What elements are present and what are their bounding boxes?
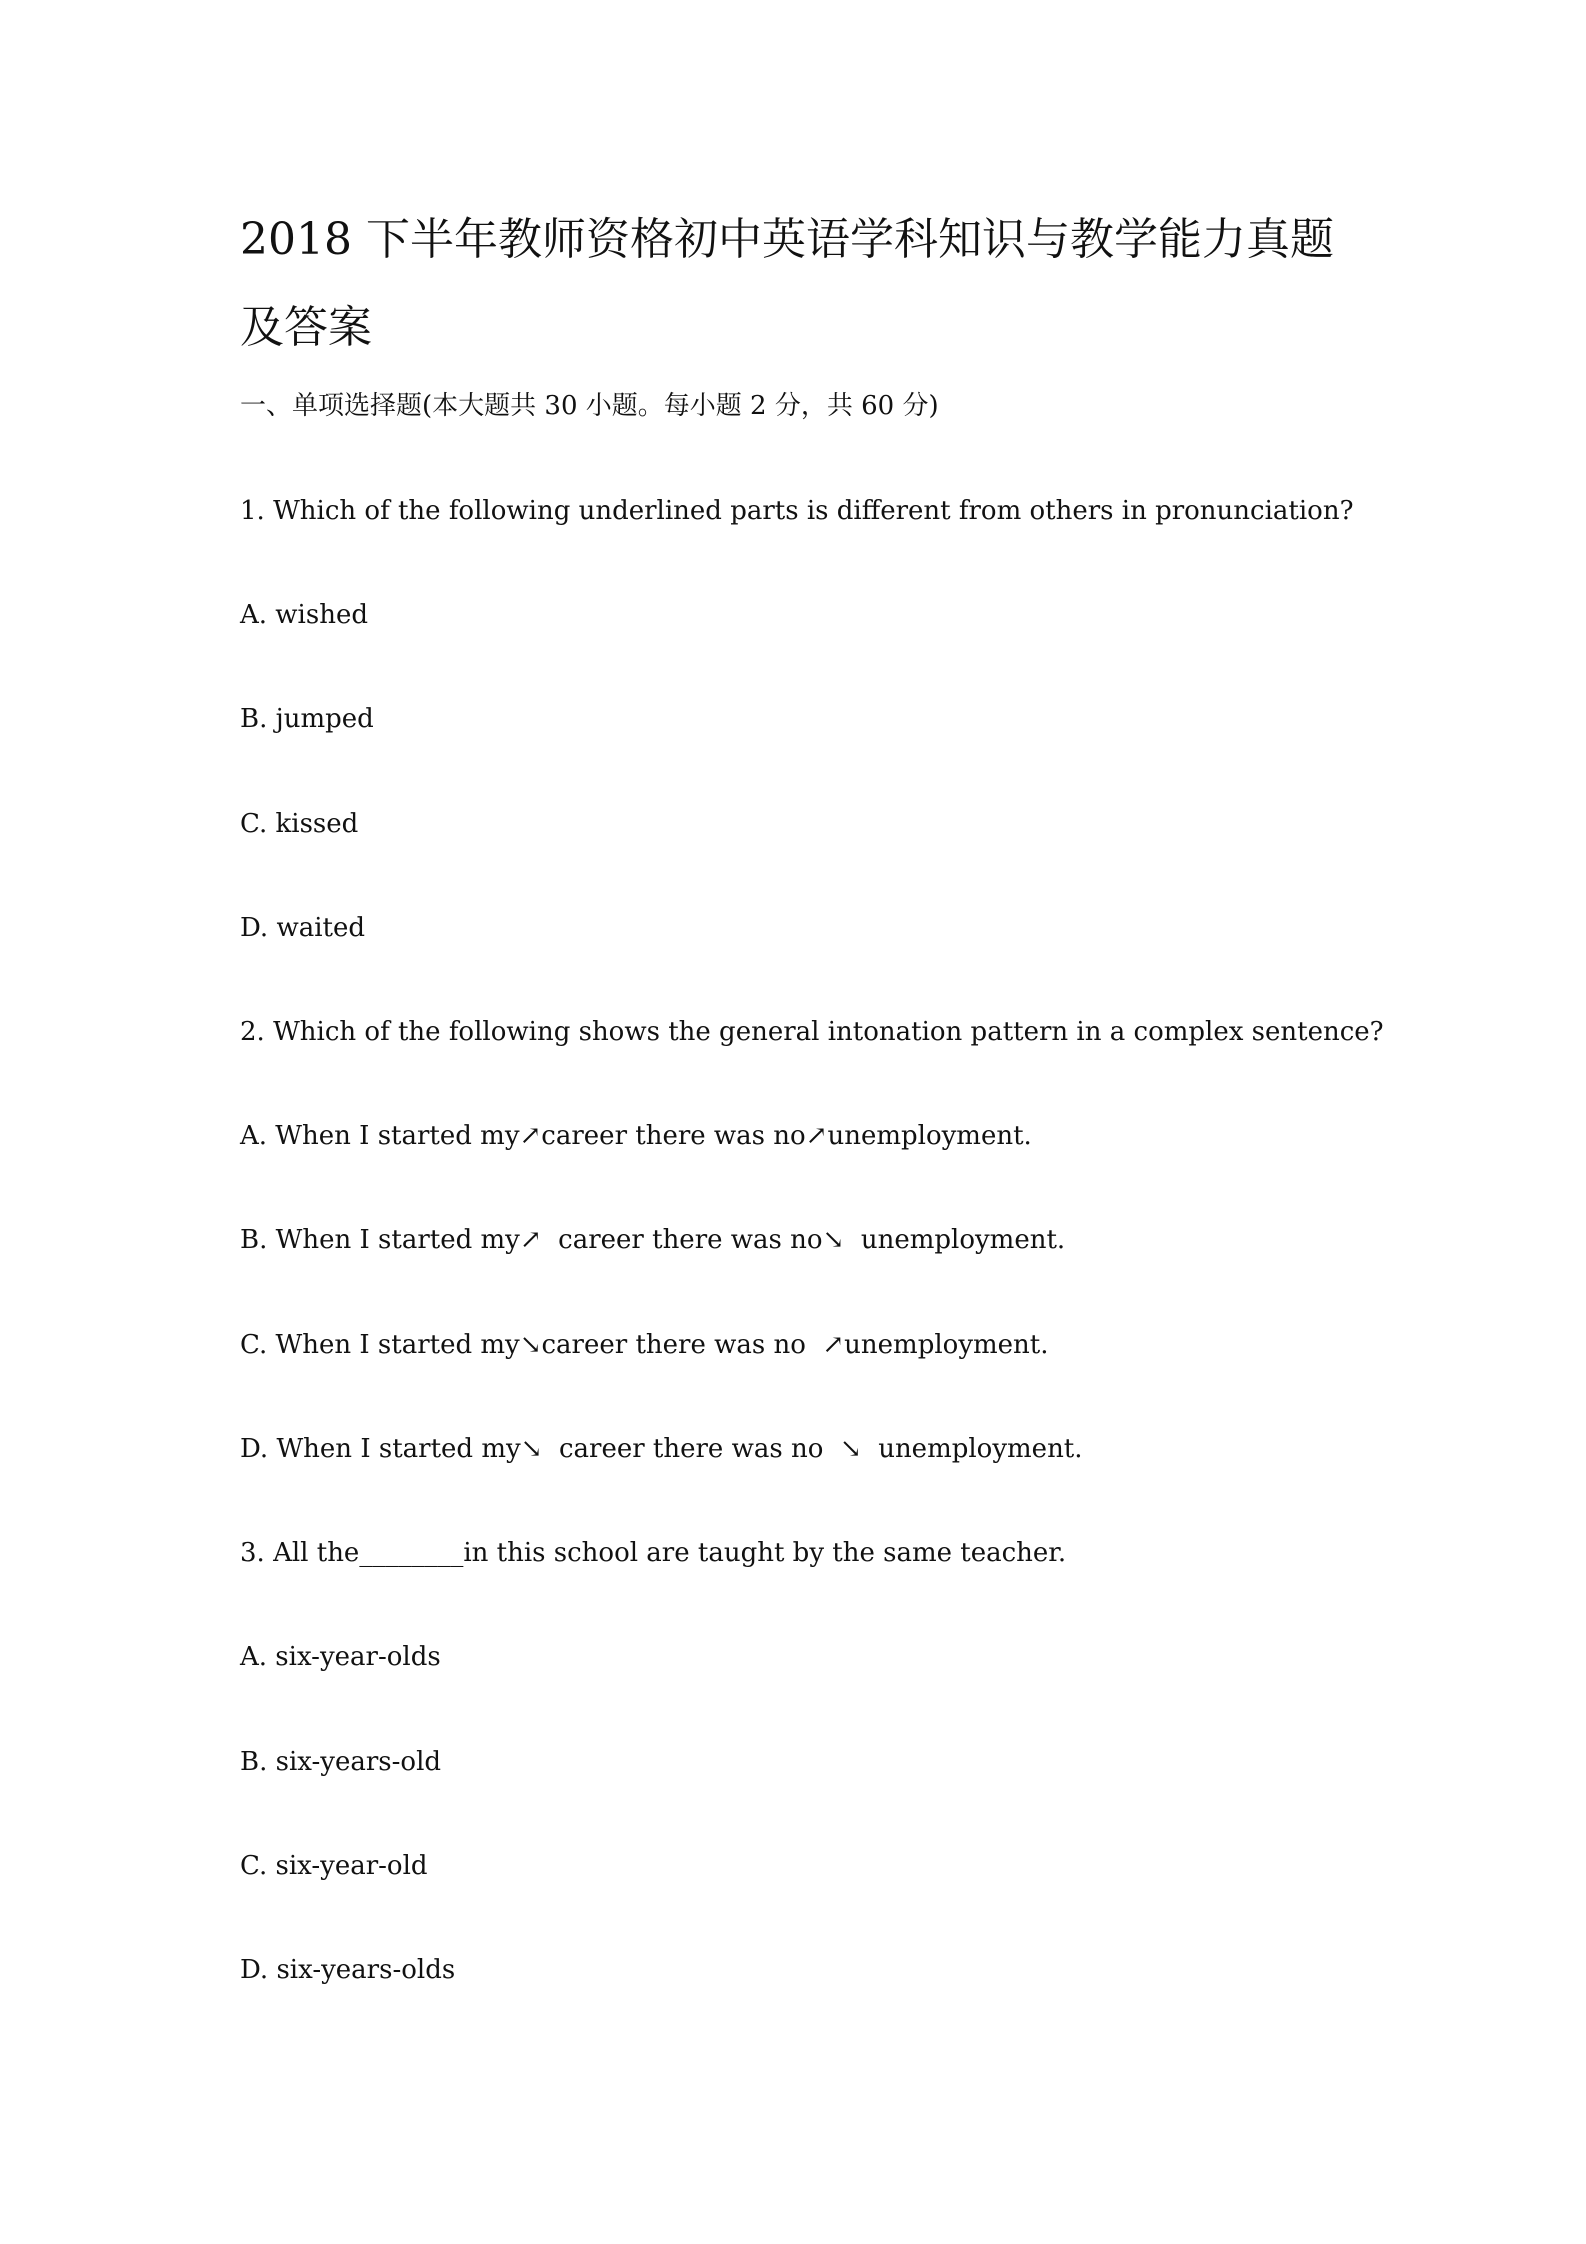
- question-1-option-a: A. wished: [240, 600, 368, 630]
- question-1-stem: 1. Which of the following underlined parts is different from others in pronunciation?: [240, 496, 1354, 526]
- question-2-option-a: A. When I started my↗career there was no↗unemployment.: [240, 1121, 1032, 1151]
- question-3-option-c: C. six-year-old: [240, 1851, 428, 1881]
- question-1-option-b: B. jumped: [240, 704, 374, 734]
- question-3-option-d: D. six-years-olds: [240, 1955, 456, 1985]
- question-3-stem: 3. All the________in this school are taught by the same teacher.: [240, 1538, 1067, 1568]
- question-2-option-d: D. When I started my↘ career there was no ↘ unemployment.: [240, 1434, 1083, 1464]
- question-1-option-c: C. kissed: [240, 809, 359, 839]
- document-title: 2018 下半年教师资格初中英语学科知识与教学能力真题及答案: [240, 214, 1334, 353]
- question-2-stem: 2. Which of the following shows the general intonation pattern in a complex sentence?: [240, 1017, 1384, 1047]
- question-3-option-a: A. six-year-olds: [240, 1642, 441, 1672]
- section-heading: 一、单项选择题(本大题共 30 小题。每小题 2 分，共 60 分): [240, 391, 939, 421]
- question-2-option-c: C. When I started my↘career there was no ↗unemployment.: [240, 1330, 1049, 1360]
- question-2-option-b: B. When I started my↗ career there was no↘ unemployment.: [240, 1225, 1066, 1255]
- question-3-option-b: B. six-years-old: [240, 1747, 442, 1777]
- question-1-option-d: D. waited: [240, 913, 365, 943]
